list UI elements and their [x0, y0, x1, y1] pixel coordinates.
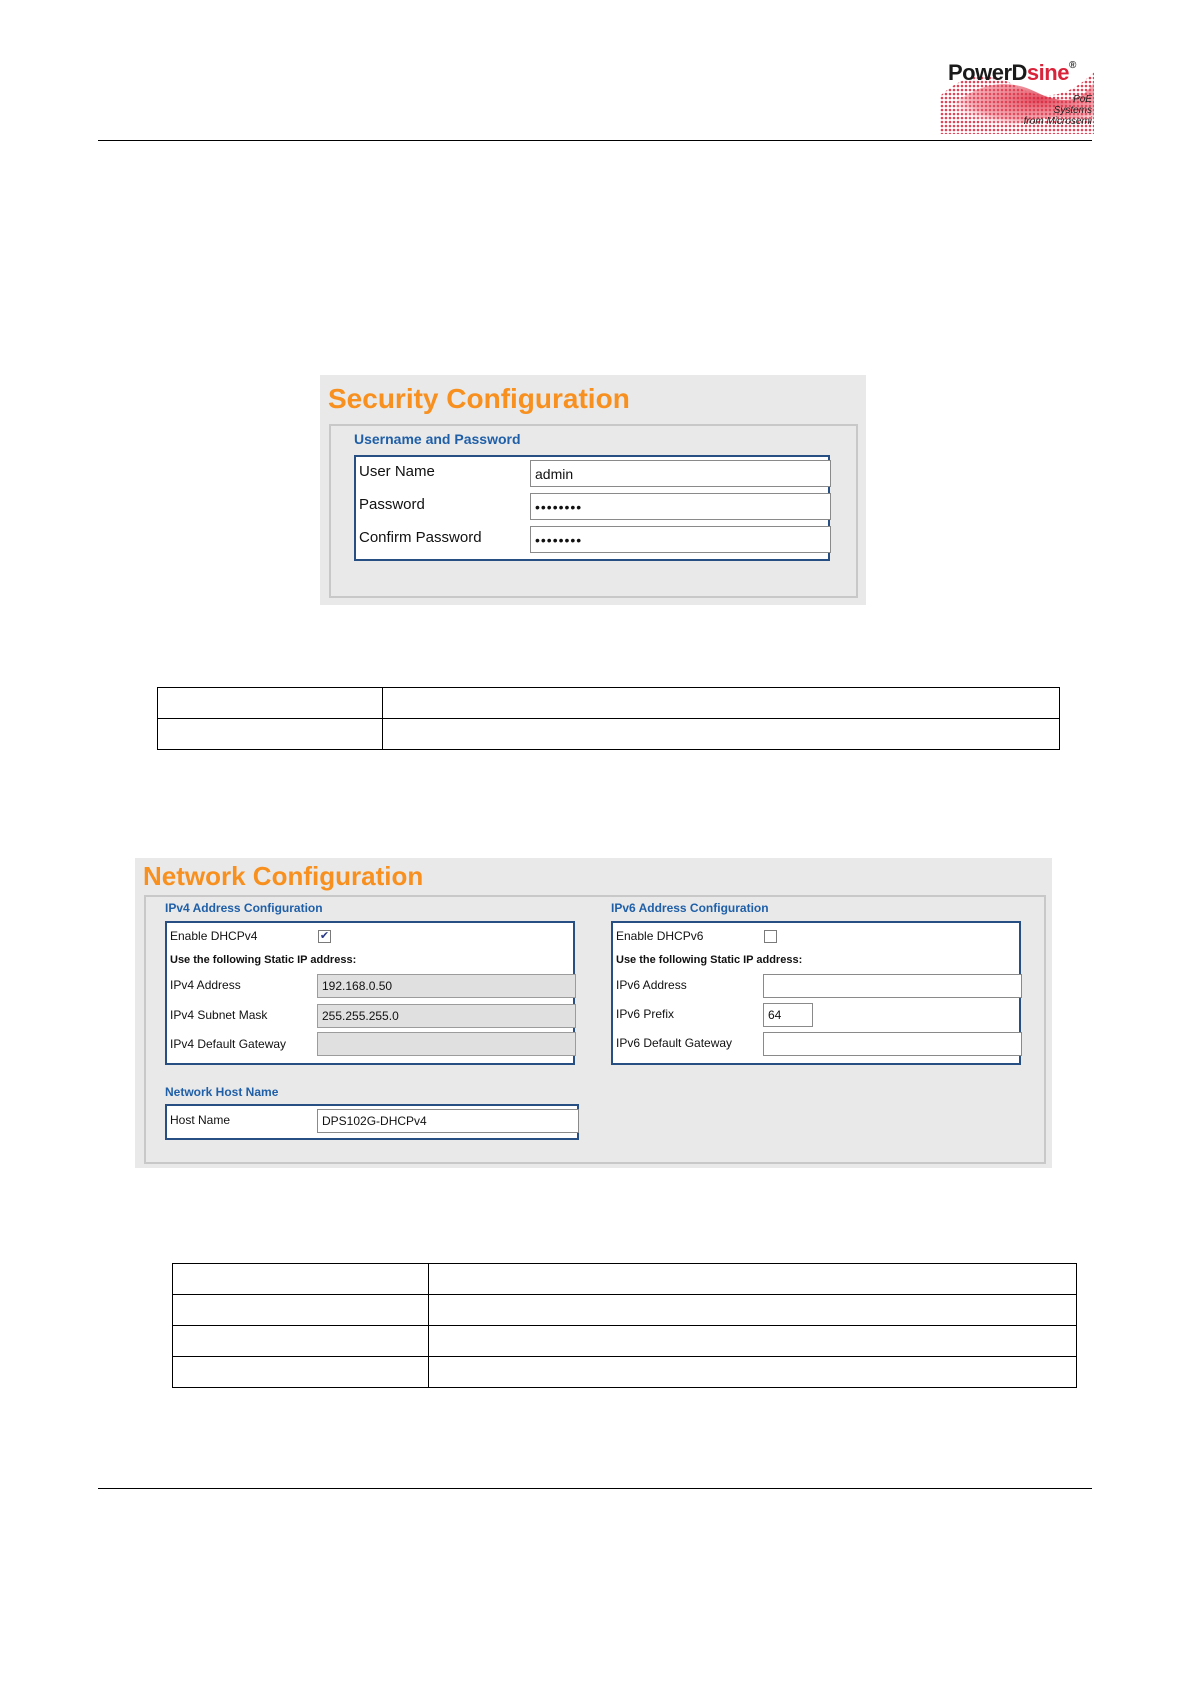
logo-tagline-line3: from Microsemi	[1023, 116, 1092, 127]
ipv6-default-gateway-input[interactable]	[763, 1032, 1022, 1056]
host-name-input[interactable]: DPS102G-DHCPv4	[317, 1109, 579, 1133]
user-name-input[interactable]: admin	[530, 460, 831, 487]
table-cell	[173, 1264, 429, 1295]
footer-rule	[98, 1488, 1092, 1489]
enable-dhcpv6-label: Enable DHCPv6	[616, 929, 704, 943]
table-cell	[158, 688, 383, 719]
table-cell	[429, 1326, 1077, 1357]
ipv4-subnet-mask-label: IPv4 Subnet Mask	[170, 1008, 268, 1022]
ipv4-default-gateway-input[interactable]	[317, 1032, 576, 1056]
group-title-ipv4: IPv4 Address Configuration	[165, 901, 323, 915]
panel-title: Network Configuration	[143, 861, 424, 891]
table-row	[158, 688, 1060, 719]
table-row	[158, 719, 1060, 750]
powerdsine-logo	[936, 52, 1094, 134]
ipv4-config-box	[165, 921, 575, 1065]
logo-tagline-line2: Systems	[1053, 105, 1092, 116]
ipv4-address-label: IPv4 Address	[170, 978, 241, 992]
table-row	[173, 1264, 1077, 1295]
table-cell	[173, 1326, 429, 1357]
table-cell	[173, 1357, 429, 1388]
group-title-username-password: Username and Password	[354, 431, 521, 447]
group-title-host-name: Network Host Name	[165, 1085, 279, 1099]
group-title-ipv6: IPv6 Address Configuration	[611, 901, 769, 915]
panel-title: Security Configuration	[328, 383, 630, 414]
table-cell	[429, 1357, 1077, 1388]
host-name-box	[165, 1104, 579, 1140]
static-ip-heading: Use the following Static IP address:	[616, 954, 803, 966]
network-table	[172, 1263, 1077, 1388]
network-config-panel	[135, 858, 1052, 1168]
password-label: Password	[359, 496, 425, 513]
enable-dhcpv4-checkbox[interactable]: ✔	[319, 930, 330, 942]
security-config-panel	[320, 375, 866, 605]
table-cell	[383, 688, 1060, 719]
table-row	[173, 1326, 1077, 1357]
logo-wordmark: PowerDsine®	[948, 60, 1076, 85]
ipv6-default-gateway-label: IPv6 Default Gateway	[616, 1036, 733, 1050]
password-input[interactable]: ••••••••	[530, 493, 831, 520]
table-cell	[429, 1295, 1077, 1326]
ipv4-default-gateway-label: IPv4 Default Gateway	[170, 1037, 287, 1051]
ipv6-address-input[interactable]	[763, 974, 1022, 998]
table-cell	[158, 719, 383, 750]
ipv6-prefix-input[interactable]: 64	[763, 1003, 813, 1027]
ipv6-config-box	[611, 921, 1021, 1065]
ipv6-address-label: IPv6 Address	[616, 978, 687, 992]
table-cell	[173, 1295, 429, 1326]
enable-dhcpv6-checkbox[interactable]	[764, 930, 777, 943]
security-table	[157, 687, 1060, 750]
confirm-password-label: Confirm Password	[359, 529, 482, 546]
confirm-password-input[interactable]: ••••••••	[530, 526, 831, 553]
logo-tagline-line1: PoE	[1073, 94, 1092, 105]
username-password-box	[354, 455, 830, 561]
header-rule	[98, 140, 1092, 141]
ipv4-address-input[interactable]: 192.168.0.50	[317, 974, 576, 998]
ipv6-prefix-label: IPv6 Prefix	[616, 1007, 675, 1021]
user-name-label: User Name	[359, 463, 435, 480]
enable-dhcpv4-label: Enable DHCPv4	[170, 929, 258, 943]
table-row	[173, 1357, 1077, 1388]
table-cell	[429, 1264, 1077, 1295]
static-ip-heading: Use the following Static IP address:	[170, 954, 357, 966]
host-name-label: Host Name	[170, 1113, 231, 1127]
table-row	[173, 1295, 1077, 1326]
table-cell	[383, 719, 1060, 750]
ipv4-subnet-mask-input[interactable]: 255.255.255.0	[317, 1004, 576, 1028]
